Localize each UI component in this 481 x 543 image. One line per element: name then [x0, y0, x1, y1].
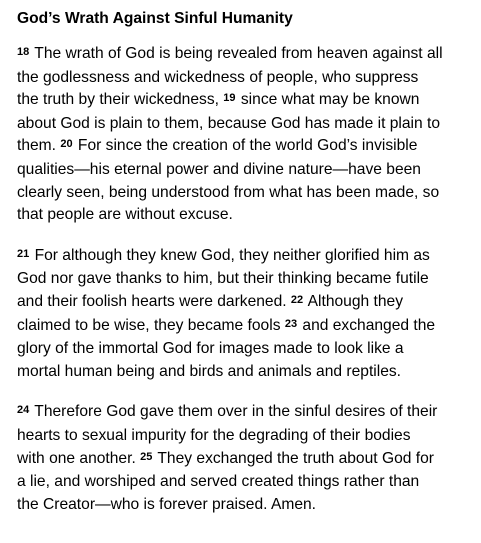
verse-text: the godlessness and wickedness of people, who suppress	[17, 68, 419, 86]
text-line	[17, 245, 481, 269]
text-line	[17, 401, 481, 425]
text-line	[17, 43, 481, 67]
text-line	[17, 67, 481, 90]
text-line	[17, 182, 481, 205]
verse-text: God nor gave thanks to him, but their thinking became futile	[17, 270, 429, 288]
text-line	[17, 448, 481, 472]
verse-number: 25	[140, 450, 153, 463]
text-line	[17, 159, 481, 182]
verse-text: For although they knew God, they neither glorified him as	[30, 246, 430, 264]
paragraph	[17, 43, 481, 227]
paragraph	[17, 401, 481, 516]
text-line	[17, 494, 481, 517]
verse-text: the truth by their wickedness,	[17, 91, 224, 109]
verse-text: the Creator—who is forever praised. Amen.	[17, 495, 317, 513]
verse-text: and their foolish hearts were darkened.	[17, 292, 291, 310]
verse-text: that people are without excuse.	[17, 206, 233, 224]
verse-text: and exchanged the	[298, 316, 436, 334]
verse-number: 19	[223, 92, 236, 105]
verse-text: clearly seen, being understood from what has been made, so	[17, 183, 440, 201]
verse-number: 21	[17, 247, 30, 260]
verse-text: about God is plain to them, because God has made it plain to	[17, 114, 441, 132]
verse-text: Although they	[304, 292, 404, 310]
text-line	[17, 204, 481, 227]
verse-text: hearts to sexual impurity for the degrading of their bodies	[17, 426, 411, 444]
verse-text: qualities—his eternal power and divine nature—have been	[17, 160, 421, 178]
verse-text: The wrath of God is being revealed from heaven against all	[30, 45, 443, 62]
verse-number: 24	[17, 404, 30, 417]
text-line	[17, 338, 481, 361]
verse-text: mortal human being and birds and animals and reptiles.	[17, 362, 402, 380]
section-heading: God’s Wrath Against Sinful Humanity	[17, 10, 293, 27]
verse-text: claimed to be wise, they became fools	[17, 316, 285, 334]
verse-text: a lie, and worshiped and served created things rather than	[17, 473, 420, 491]
verse-number: 20	[60, 138, 73, 151]
text-line	[17, 135, 481, 159]
paragraph	[17, 245, 481, 384]
verse-number: 22	[290, 293, 304, 306]
text-line	[17, 291, 481, 315]
verse-text: Therefore God gave them over in the sinful desires of their	[30, 403, 438, 421]
verse-number: 23	[284, 317, 298, 330]
verse-text: glory of the immortal God for images made to look like a	[17, 340, 404, 358]
text-line	[17, 268, 481, 291]
text-line	[17, 89, 481, 113]
text-line	[17, 471, 481, 494]
text-line	[17, 361, 481, 384]
verse-text: with one another.	[17, 449, 141, 467]
verse-text: them.	[17, 137, 61, 155]
verse-text: They exchanged the truth about God for	[153, 449, 434, 467]
text-line	[17, 425, 481, 448]
text-line	[17, 315, 481, 339]
passage-body	[17, 43, 481, 516]
text-line	[17, 113, 481, 136]
verse-number: 18	[17, 46, 30, 58]
verse-text: since what may be known	[236, 91, 420, 109]
verse-text: For since the creation of the world God’s invisible	[73, 137, 418, 155]
